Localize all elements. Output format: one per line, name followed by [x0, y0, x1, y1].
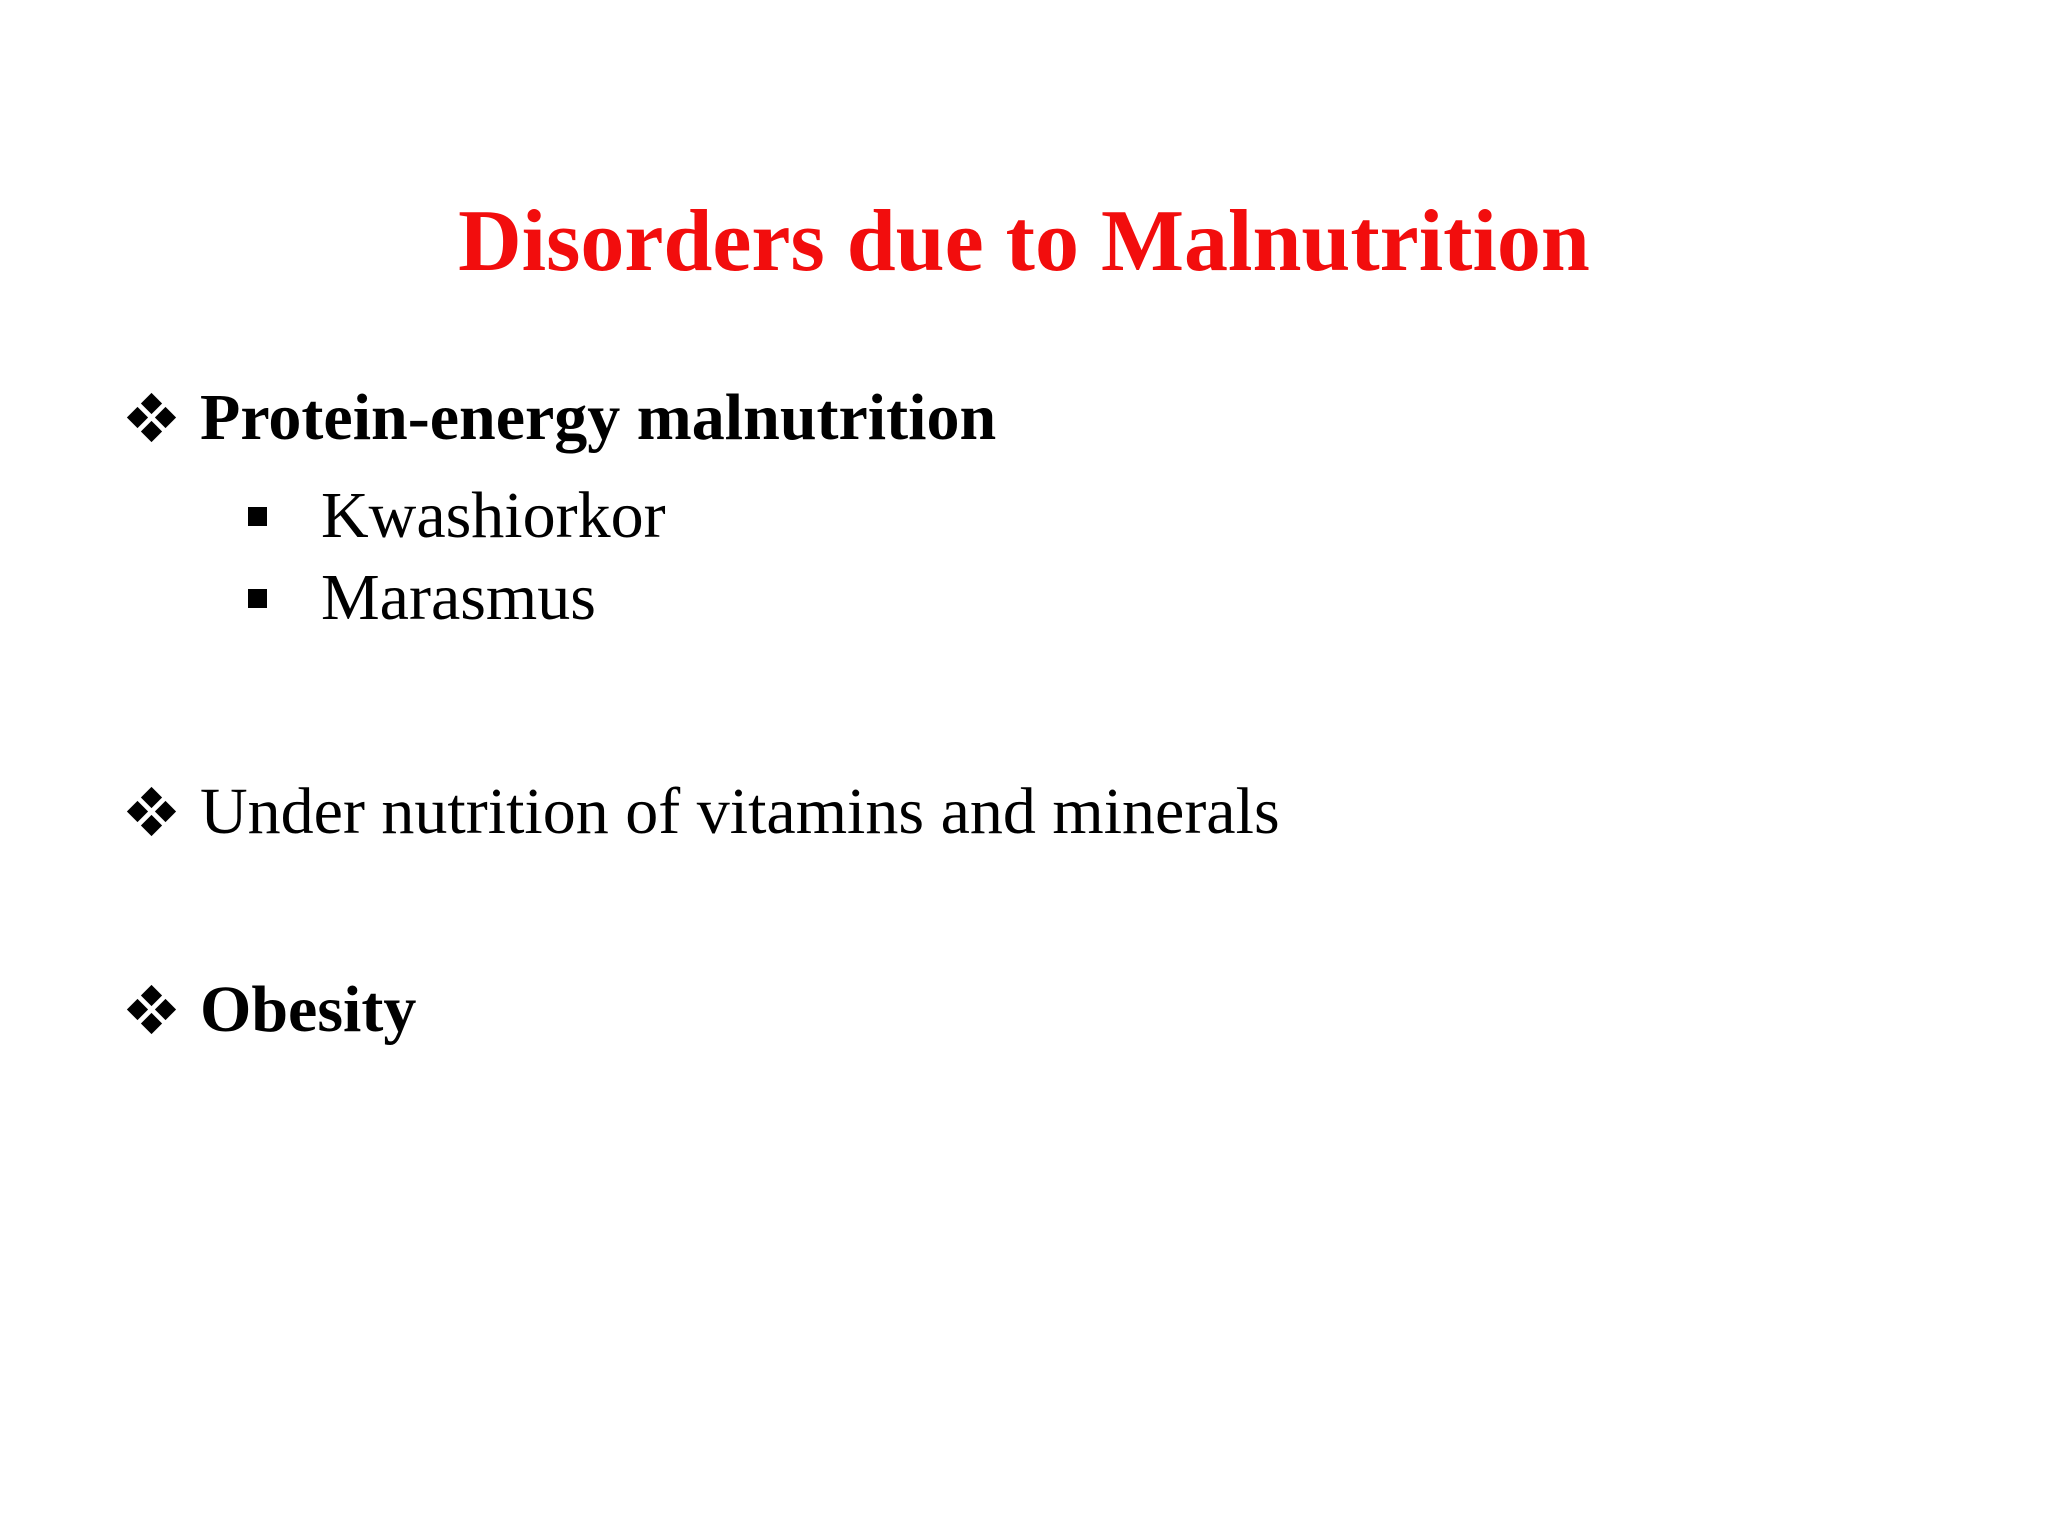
- bullet-text: Under nutrition of vitamins and minerals: [200, 775, 1280, 848]
- slide-title: Disorders due to Malnutrition: [458, 193, 1590, 290]
- sub-item-text: Kwashiorkor: [321, 479, 666, 552]
- bullet-under-nutrition: [126, 772, 1280, 852]
- bullet-text: Protein-energy malnutrition: [200, 381, 997, 454]
- diamond-cluster-icon: [126, 392, 178, 444]
- bullet-obesity: [126, 970, 416, 1050]
- bullet-protein-energy-malnutrition: [126, 378, 996, 458]
- diamond-cluster-icon: [126, 984, 178, 1036]
- sub-item-text: Marasmus: [321, 561, 596, 634]
- diamond-cluster-icon: [126, 786, 178, 838]
- bullet-text: Obesity: [200, 973, 417, 1046]
- square-bullet-icon: [248, 589, 267, 608]
- sub-item-marasmus: [248, 558, 596, 638]
- square-bullet-icon: [248, 507, 267, 526]
- sub-item-kwashiorkor: [248, 476, 666, 556]
